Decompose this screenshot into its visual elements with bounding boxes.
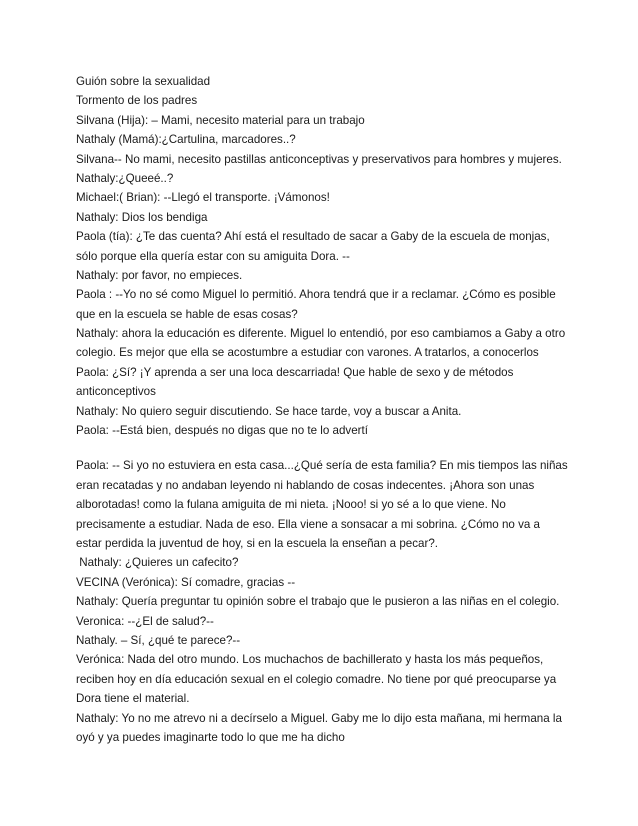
dialogue-line: Nathaly: Yo no me atrevo ni a decírselo a Miguel. Gaby me lo dijo esta mañana, mi hermana la <box>76 711 562 725</box>
dialogue-line: Nathaly:¿Queeé..? <box>76 171 174 185</box>
dialogue-line: Michael:( Brian): --Llegó el transporte. ¡Vámonos! <box>76 191 330 205</box>
dialogue-line: alborotadas! como la fulana amiguita de mi nieta. ¡Nooo! si yo sé a lo que viene. No <box>76 498 506 512</box>
dialogue-line: Nathaly: ¿Quieres un cafecito? <box>76 556 239 570</box>
dialogue-line: sólo porque ella quería estar con su amiguita Dora. -- <box>76 249 350 263</box>
document-title: Guión sobre la sexualidad <box>76 75 211 88</box>
dialogue-line: colegio. Es mejor que ella se acostumbre a estudiar con varones. A tratarlos, a conocerlos <box>76 346 539 360</box>
dialogue-line: estar perdida la juventud de hoy, si en la escuela la enseñan a pecar?. <box>76 536 439 550</box>
dialogue-line: Paola: --Está bien, después no digas que no te lo advertí <box>76 424 368 438</box>
dialogue-line: eran recatadas y no andaban leyendo ni hablando de cosas indecentes. ¡Ahora son unas <box>76 478 535 492</box>
dialogue-line: Silvana-- No mami, necesito pastillas anticonceptivas y preservativos para hombres y mujeres. <box>76 152 562 166</box>
text-block-2 <box>76 456 576 747</box>
dialogue-line: Paola : --Yo no sé como Miguel lo permitió. Ahora tendrá que ir a reclamar. ¿Cómo es posible <box>76 288 556 302</box>
dialogue-line: reciben hoy en día educación sexual en el colegio comadre. No tiene por qué preocuparse ya <box>76 672 557 686</box>
document-page <box>76 72 576 747</box>
dialogue-line: precisamente a estudiar. Nada de eso. Ella viene a sonsacar a mi sobrina. ¿Cómo no va a <box>76 517 540 531</box>
dialogue-line: Dora tiene el material. <box>76 692 190 706</box>
dialogue-line: Nathaly: ahora la educación es diferente. Miguel lo entendió, por eso cambiamos a Gaby a otro <box>76 327 566 341</box>
dialogue-line: Nathaly: No quiero seguir discutiendo. Se hace tarde, voy a buscar a Anita. <box>76 404 462 418</box>
dialogue-line: Nathaly. – Sí, ¿qué te parece?-- <box>76 633 241 647</box>
text-block-1 <box>76 72 576 440</box>
dialogue-line: Verónica: Nada del otro mundo. Los muchachos de bachillerato y hasta los más pequeños, <box>76 653 544 667</box>
document-subtitle: Tormento de los padres <box>76 94 198 108</box>
dialogue-line: Paola (tía): ¿Te das cuenta? Ahí está el resultado de sacar a Gaby de la escuela de monjas, <box>76 230 550 244</box>
dialogue-line: que en la escuela se hable de esas cosas? <box>76 307 298 321</box>
paragraph-gap <box>76 440 576 456</box>
dialogue-line: Nathaly (Mamá):¿Cartulina, marcadores..? <box>76 133 296 147</box>
dialogue-line: VECINA (Verónica): Sí comadre, gracias -- <box>76 575 296 589</box>
dialogue-line: Paola: -- Si yo no estuviera en esta casa...¿Qué sería de esta familia? En mis tiempos las niñas <box>76 459 568 473</box>
dialogue-line: oyó y ya puedes imaginarte todo lo que me ha dicho <box>76 730 345 744</box>
dialogue-line: Veronica: --¿El de salud?-- <box>76 614 214 628</box>
dialogue-line: Nathaly: Quería preguntar tu opinión sobre el trabajo que le pusieron a las niñas en el colegio. <box>76 595 560 609</box>
dialogue-line: Paola: ¿Sí? ¡Y aprenda a ser una loca descarriada! Que hable de sexo y de métodos <box>76 365 514 379</box>
dialogue-line: anticonceptivos <box>76 385 156 399</box>
dialogue-line: Silvana (Hija): – Mami, necesito material para un trabajo <box>76 113 365 127</box>
dialogue-line: Nathaly: por favor, no empieces. <box>76 268 243 282</box>
dialogue-line: Nathaly: Dios los bendiga <box>76 210 208 224</box>
